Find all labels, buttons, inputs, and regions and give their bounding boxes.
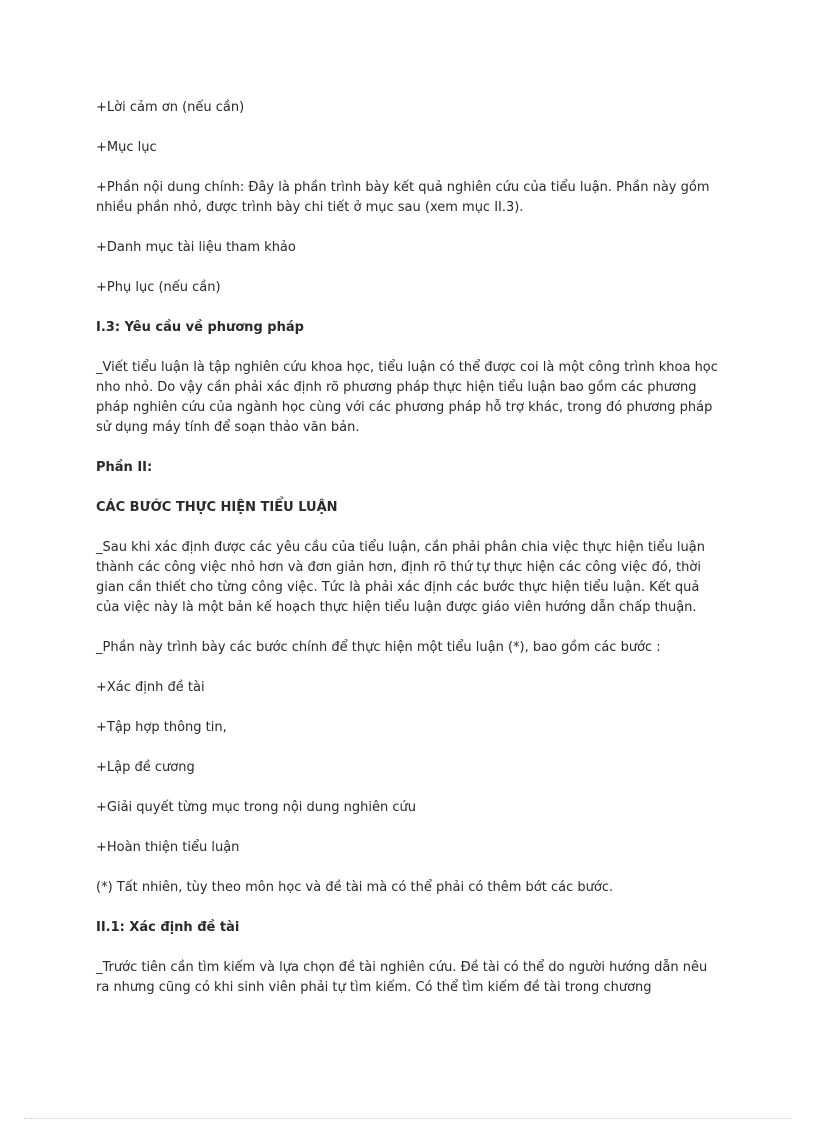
list-item-solve: +Giải quyết từng mục trong nội dung nghiên cứu: [96, 800, 416, 815]
paragraph-topic-selection: _Trước tiên cần tìm kiếm và lựa chọn đề tài nghiên cứu. Đề tài có thể do người hướng dẫn nêu ra nhưng cũng có khi sinh viên phải tự tìm kiếm. Có thể tìm kiếm đề tài trong chương: [96, 960, 708, 995]
list-item-main-content: +Phần nội dung chính: Đây là phần trình bày kết quả nghiên cứu của tiểu luận. Phần này gồm nhiều phần nhỏ, được trình bày chi tiết ở mục sau (xem mục II.3).: [96, 180, 710, 215]
list-item-topic: +Xác định đề tài: [96, 680, 205, 695]
page-bottom-divider: [24, 1118, 792, 1119]
list-item-toc: +Mục lục: [96, 140, 157, 155]
list-item-acknowledgement: +Lời cảm ơn (nếu cần): [96, 100, 245, 115]
list-item-finish: +Hoàn thiện tiểu luận: [96, 840, 240, 855]
section-heading-i3: I.3: Yêu cầu về phương pháp: [96, 320, 304, 335]
list-item-outline: +Lập đề cương: [96, 760, 195, 775]
part-heading-ii: Phần II:: [96, 460, 153, 475]
paragraph-steps-intro: _Sau khi xác định được các yêu cầu của tiểu luận, cần phải phân chia việc thực hiện tiểu luận thành các công việc nhỏ hơn và đơn giản hơn, định rõ thứ tự thực hiện các công việc đó, thời gian cần thiết cho từng công việc. Tức là phải xác định các bước thực hiện tiểu luận. Kết quả của việc này là một bản kế hoạch thực hiện tiểu luận được giáo viên hướng dẫn chấp thuận.: [96, 540, 705, 615]
paragraph-method: _Viết tiểu luận là tập nghiên cứu khoa học, tiểu luận có thể được coi là một công trình khoa học nho nhỏ. Do vậy cần phải xác định rõ phương pháp thực hiện tiểu luận bao gồm các phương pháp nghiên cứu của ngành học cùng với các phương pháp hỗ trợ khác, trong đó phương pháp sử dụng máy tính để soạn thảo văn bản.: [96, 360, 718, 435]
list-item-appendix: +Phụ lục (nếu cần): [96, 280, 221, 295]
footnote: (*) Tất nhiên, tùy theo môn học và đề tài mà có thể phải có thêm bớt các bước.: [96, 880, 614, 895]
document-page: [96, 98, 720, 1018]
list-item-collect-info: +Tập hợp thông tin,: [96, 720, 227, 735]
part-title-steps: CÁC BƯỚC THỰC HIỆN TIỂU LUẬN: [96, 500, 338, 515]
paragraph-steps-list-intro: _Phần này trình bày các bước chính để thực hiện một tiểu luận (*), bao gồm các bước :: [96, 640, 661, 655]
section-heading-ii1: II.1: Xác định đề tài: [96, 920, 240, 935]
list-item-references: +Danh mục tài liệu tham khảo: [96, 240, 296, 255]
